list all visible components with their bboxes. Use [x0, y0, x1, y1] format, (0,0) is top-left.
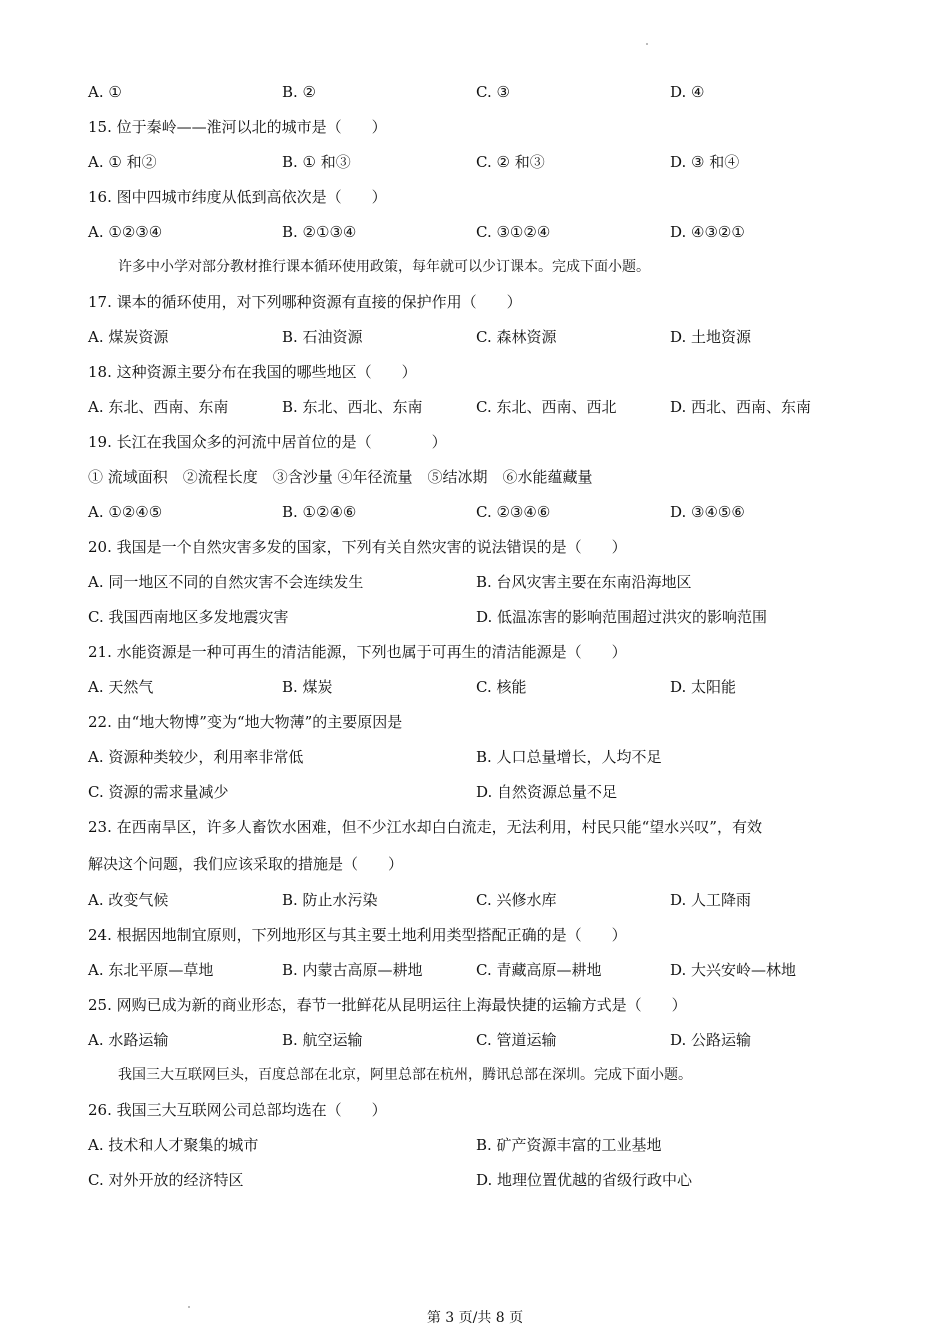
q26-option-b[interactable]: B. 矿产资源丰富的工业基地 [476, 1136, 662, 1154]
q24-stem: 24. 根据因地制宜原则，下列地形区与其主要土地利用类型搭配正确的是（ ） [88, 926, 627, 944]
q26-stem: 26. 我国三大互联网公司总部均选在（ ） [88, 1101, 387, 1119]
q14-option-c[interactable]: C. ③ [476, 83, 510, 101]
reading-intro-textbook: 许多中小学对部分教材推行课本循环使用政策，每年就可以少订课本。完成下面小题。 [118, 259, 650, 275]
q23-option-b[interactable]: B. 防止水污染 [282, 891, 378, 909]
q14-options [88, 82, 868, 102]
q14-option-b[interactable]: B. ② [282, 83, 317, 101]
q23-options [88, 890, 868, 910]
q20-option-c[interactable]: C. 我国西南地区多发地震灾害 [88, 608, 289, 626]
q21-option-b[interactable]: B. 煤炭 [282, 678, 333, 696]
q23-stem-cont: 解决这个问题，我们应该采取的措施是（ ） [88, 855, 404, 873]
q25-option-d[interactable]: D. 公路运输 [670, 1031, 752, 1049]
q15-option-b[interactable]: B. ① 和③ [282, 153, 351, 171]
q17-stem: 17. 课本的循环使用，对下列哪种资源有直接的保护作用（ ） [88, 293, 522, 311]
q18-stem: 18. 这种资源主要分布在我国的哪些地区（ ） [88, 363, 417, 381]
q21-option-a[interactable]: A. 天然气 [88, 678, 154, 696]
q22-option-d[interactable]: D. 自然资源总量不足 [476, 783, 618, 801]
q18-option-d[interactable]: D. 西北、西南、东南 [670, 398, 812, 416]
q16-option-d[interactable]: D. ④③②① [670, 223, 745, 241]
q22-option-a[interactable]: A. 资源种类较少，利用率非常低 [88, 748, 304, 766]
q20-options-row1 [88, 572, 868, 592]
q22-options-row1 [88, 747, 868, 767]
q20-option-d[interactable]: D. 低温冻害的影响范围超过洪灾的影响范围 [476, 608, 768, 626]
q19-option-c[interactable]: C. ②③④⑥ [476, 503, 551, 521]
q15-option-d[interactable]: D. ③ 和④ [670, 153, 740, 171]
q17-option-d[interactable]: D. 土地资源 [670, 328, 752, 346]
q15-option-c[interactable]: C. ② 和③ [476, 153, 545, 171]
q16-option-b[interactable]: B. ②①③④ [282, 223, 357, 241]
q25-option-b[interactable]: B. 航空运输 [282, 1031, 363, 1049]
q18-option-a[interactable]: A. 东北、西南、东南 [88, 398, 229, 416]
q25-option-a[interactable]: A. 水路运输 [88, 1031, 169, 1049]
q26-option-c[interactable]: C. 对外开放的经济特区 [88, 1171, 244, 1189]
q21-option-d[interactable]: D. 太阳能 [670, 678, 737, 696]
scan-speck [646, 43, 648, 45]
q18-options [88, 397, 868, 417]
q15-stem: 15. 位于秦岭——淮河以北的城市是（ ） [88, 118, 387, 136]
q15-options [88, 152, 868, 172]
q16-option-c[interactable]: C. ③①②④ [476, 223, 551, 241]
q22-option-c[interactable]: C. 资源的需求量减少 [88, 783, 229, 801]
q20-option-b[interactable]: B. 台风灾害主要在东南沿海地区 [476, 573, 692, 591]
q17-option-c[interactable]: C. 森林资源 [476, 328, 557, 346]
q25-option-c[interactable]: C. 管道运输 [476, 1031, 557, 1049]
q19-option-a[interactable]: A. ①②④⑤ [88, 503, 163, 521]
q20-option-a[interactable]: A. 同一地区不同的自然灾害不会连续发生 [88, 573, 364, 591]
q19-option-d[interactable]: D. ③④⑤⑥ [670, 503, 745, 521]
q19-items: ① 流域面积 ②流程长度 ③含沙量 ④年径流量 ⑤结冰期 ⑥水能蕴藏量 [88, 468, 593, 486]
q24-option-b[interactable]: B. 内蒙古高原—耕地 [282, 961, 423, 979]
q26-option-a[interactable]: A. 技术和人才聚集的城市 [88, 1136, 259, 1154]
q16-option-a[interactable]: A. ①②③④ [88, 223, 163, 241]
q24-option-d[interactable]: D. 大兴安岭—林地 [670, 961, 797, 979]
q24-option-c[interactable]: C. 青藏高原—耕地 [476, 961, 602, 979]
q26-options-row1 [88, 1135, 868, 1155]
q19-option-b[interactable]: B. ①②④⑥ [282, 503, 357, 521]
q25-stem: 25. 网购已成为新的商业形态，春节一批鲜花从昆明运往上海最快捷的运输方式是（ ） [88, 996, 687, 1014]
q21-option-c[interactable]: C. 核能 [476, 678, 527, 696]
q19-options [88, 502, 868, 522]
q26-option-d[interactable]: D. 地理位置优越的省级行政中心 [476, 1171, 693, 1189]
q21-stem: 21. 水能资源是一种可再生的清洁能源，下列也属于可再生的清洁能源是（ ） [88, 643, 627, 661]
q17-options [88, 327, 868, 347]
q14-option-a[interactable]: A. ① [88, 83, 122, 101]
page-number-footer: 第 3 页/共 8 页 [426, 1310, 524, 1326]
q16-stem: 16. 图中四城市纬度从低到高依次是（ ） [88, 188, 387, 206]
q21-options [88, 677, 868, 697]
q19-stem: 19. 长江在我国众多的河流中居首位的是（ ） [88, 433, 447, 451]
q16-options [88, 222, 868, 242]
q23-stem: 23. 在西南旱区，许多人畜饮水困难，但不少江水却白白流走，无法利用，村民只能“望水兴叹”，有效 [88, 818, 762, 836]
reading-intro-internet: 我国三大互联网巨头，百度总部在北京，阿里总部在杭州，腾讯总部在深圳。完成下面小题。 [118, 1067, 692, 1083]
q22-options-row2 [88, 782, 868, 802]
q23-option-c[interactable]: C. 兴修水库 [476, 891, 557, 909]
q14-option-d[interactable]: D. ④ [670, 83, 705, 101]
q17-option-a[interactable]: A. 煤炭资源 [88, 328, 169, 346]
q24-options [88, 960, 868, 980]
q18-option-c[interactable]: C. 东北、西南、西北 [476, 398, 617, 416]
q20-stem: 20. 我国是一个自然灾害多发的国家，下列有关自然灾害的说法错误的是（ ） [88, 538, 627, 556]
q23-option-d[interactable]: D. 人工降雨 [670, 891, 752, 909]
q22-option-b[interactable]: B. 人口总量增长，人均不足 [476, 748, 662, 766]
q26-options-row2 [88, 1170, 868, 1190]
q15-option-a[interactable]: A. ① 和② [88, 153, 157, 171]
q25-options [88, 1030, 868, 1050]
q23-option-a[interactable]: A. 改变气候 [88, 891, 169, 909]
q17-option-b[interactable]: B. 石油资源 [282, 328, 363, 346]
q22-stem: 22. 由“地大物博”变为“地大物薄”的主要原因是 [88, 713, 403, 731]
q20-options-row2 [88, 607, 868, 627]
q24-option-a[interactable]: A. 东北平原—草地 [88, 961, 214, 979]
q18-option-b[interactable]: B. 东北、西北、东南 [282, 398, 423, 416]
